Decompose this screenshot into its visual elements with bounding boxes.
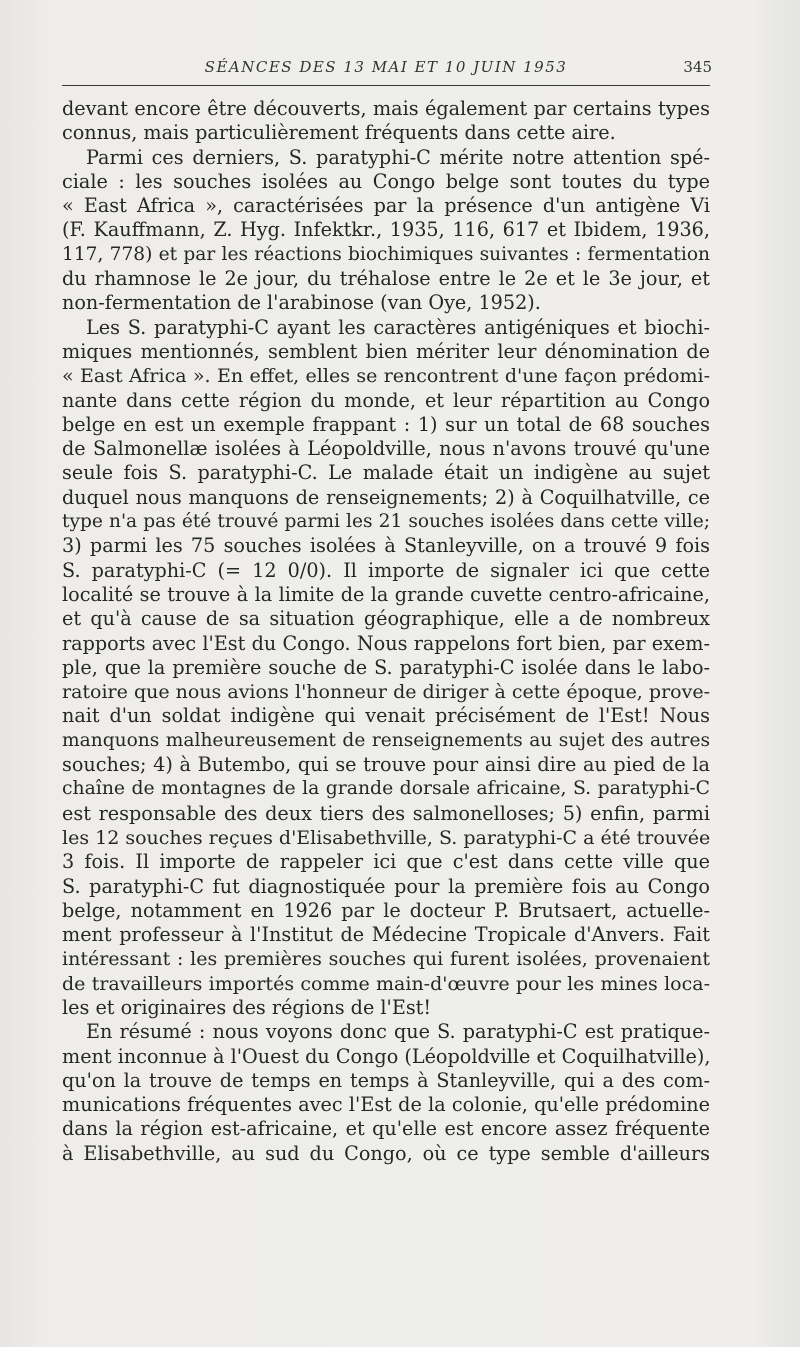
text-line: miques mentionnés, semblent bien mériter leur dénomination de xyxy=(62,339,710,363)
running-title: SÉANCES DES 13 MAI ET 10 JUIN 1953 xyxy=(204,58,568,76)
text-line: (F. Kauffmann, Z. Hyg. Infektkr., 1935, 116, 617 et Ibidem, 1936, xyxy=(62,218,710,242)
text-line: non-fermentation de l'arabinose (van Oye, 1952). xyxy=(62,291,541,315)
text-line: qu'on la trouve de temps en temps à Stanleyville, qui a des com- xyxy=(62,1068,710,1092)
text-line: 3 fois. Il importe de rappeler ici que c'est dans cette ville que xyxy=(62,850,710,874)
text-line: devant encore être découverts, mais également par certains types xyxy=(62,97,710,120)
text-line: ment inconnue à l'Ouest du Congo (Léopoldville et Coquilhatville), xyxy=(62,1044,711,1068)
page-number: 345 xyxy=(683,58,712,76)
text-line: S. paratyphi-C fut diagnostiquée pour la première fois au Congo xyxy=(62,874,710,898)
text-line: belge, notamment en 1926 par le docteur P. Brutsaert, actuelle- xyxy=(62,898,710,922)
text-line: les et originaires des régions de l'Est! xyxy=(62,995,432,1019)
text-line: dans la région est-africaine, et qu'elle est encore assez fréquente xyxy=(62,1117,710,1141)
text-line: En résumé : nous voyons donc que S. paratyphi-C est pratique- xyxy=(86,1020,710,1044)
text-line: souches; 4) à Butembo, qui se trouve pour ainsi dire au pied de la xyxy=(62,753,710,777)
text-line: du rhamnose le 2e jour, du tréhalose entre le 2e et le 3e jour, et xyxy=(62,267,710,291)
text-line: à Elisabethville, au sud du Congo, où ce type semble d'ailleurs xyxy=(62,1141,710,1165)
text-line: ment professeur à l'Institut de Médecine Tropicale d'Anvers. Fait xyxy=(62,923,710,947)
text-line: « East Africa », caractérisées par la présence d'un antigène Vi xyxy=(62,194,710,218)
text-line: duquel nous manquons de renseignements; 2) à Coquilhatville, ce xyxy=(62,485,710,509)
text-line: est responsable des deux tiers des salmonelloses; 5) enfin, parmi xyxy=(62,801,710,825)
text-line: 3) parmi les 75 souches isolées à Stanleyville, on a trouvé 9 fois xyxy=(62,534,710,558)
text-line: manquons malheureusement de renseignements au sujet des autres xyxy=(62,729,710,751)
text-line: connus, mais particulièrement fréquents dans cette aire. xyxy=(62,121,616,145)
text-line: type n'a pas été trouvé parmi les 21 souches isolées dans cette ville; xyxy=(62,511,710,533)
text-line: localité se trouve à la limite de la grande cuvette centro-africaine, xyxy=(62,582,710,606)
text-line: de Salmonellæ isolées à Léopoldville, nous n'avons trouvé qu'une xyxy=(62,437,710,461)
text-line: munications fréquentes avec l'Est de la colonie, qu'elle prédomine xyxy=(62,1093,710,1117)
text-line: belge en est un exemple frappant : 1) sur un total de 68 souches xyxy=(62,412,710,436)
text-line: nante dans cette région du monde, et leur répartition au Congo xyxy=(62,388,710,412)
text-line: Parmi ces derniers, S. paratyphi-C mérite notre attention spé- xyxy=(86,145,710,169)
text-line: et qu'à cause de sa situation géographique, elle a de nombreux xyxy=(62,607,710,631)
text-line: intéressant : les premières souches qui furent isolées, provenaient xyxy=(62,948,710,971)
text-line: nait d'un soldat indigène qui venait précisément de l'Est! Nous xyxy=(62,704,710,728)
text-line: ple, que la première souche de S. paratyphi-C isolée dans le labo- xyxy=(62,655,710,679)
text-line: rapports avec l'Est du Congo. Nous rappelons fort bien, par exem- xyxy=(62,631,710,655)
text-line: 117, 778) et par les réactions biochimiques suivantes : fermentation xyxy=(62,243,710,265)
body-text xyxy=(62,97,710,1166)
text-line: « East Africa ». En effet, elles se rencontrent d'une façon prédomi- xyxy=(62,365,710,388)
text-line: ciale : les souches isolées au Congo belge sont toutes du type xyxy=(62,169,710,193)
text-line: chaîne de montagnes de la grande dorsale africaine, S. paratyphi-C xyxy=(62,778,710,800)
text-line: ratoire que nous avions l'honneur de diriger à cette époque, prove- xyxy=(62,681,710,704)
running-header xyxy=(62,58,710,84)
text-line: seule fois S. paratyphi-C. Le malade était un indigène au sujet xyxy=(62,461,710,485)
text-line: S. paratyphi-C (= 12 0/0). Il importe de signaler ici que cette xyxy=(62,558,710,582)
text-line: Les S. paratyphi-C ayant les caractères antigéniques et biochi- xyxy=(86,315,710,339)
header-rule xyxy=(62,85,710,86)
text-line: les 12 souches reçues d'Elisabethville, S. paratyphi-C a été trouvée xyxy=(62,826,711,849)
text-line: de travailleurs importés comme main-d'œuvre pour les mines loca- xyxy=(62,972,710,995)
